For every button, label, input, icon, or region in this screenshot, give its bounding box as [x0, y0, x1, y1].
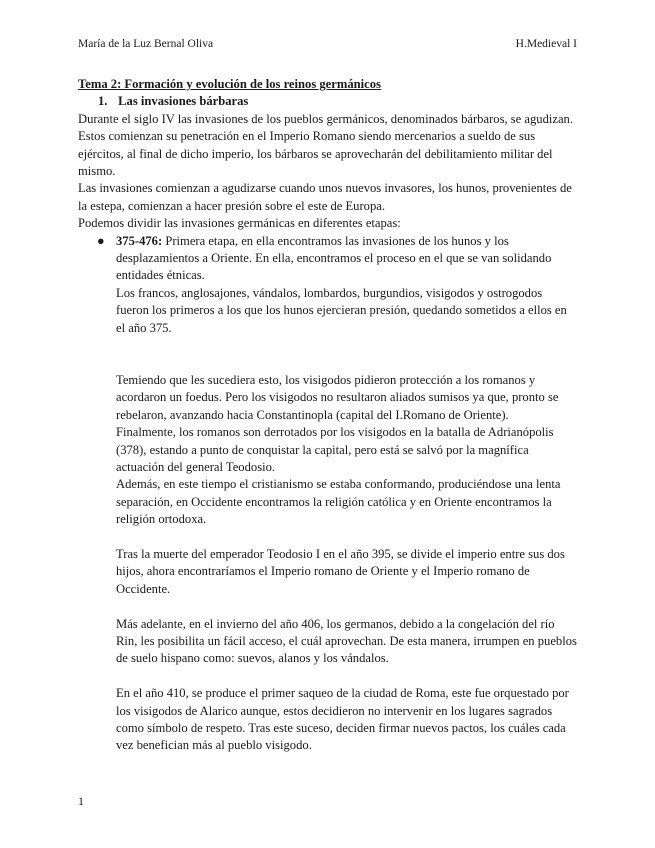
section-number: 1.	[98, 94, 108, 109]
page-number: 1	[78, 794, 84, 808]
intro-paragraph: Podemos dividir las invasiones germánicas en diferentes etapas:	[78, 216, 401, 231]
document-body	[78, 76, 578, 755]
author-name: María de la Luz Bernal Oliva	[78, 38, 214, 50]
bullet-text: Primera etapa, en ella encontramos las invasiones de los hunos y los desplazamientos a Oriente. En ella, encontramos el proceso en el que se van solidando entidades étnicas.	[116, 233, 552, 283]
bullet-lead	[116, 233, 578, 285]
section-heading-text: Las invasiones bárbaras	[118, 94, 249, 109]
body-paragraph: Los francos, anglosajones, vándalos, lombardos, burgundios, visigodos y ostrogodos fueron los primeros a los que los hunos ejercieran presión, quedando sometidos a ellos en el año 375.	[116, 285, 567, 335]
body-paragraph: Además, en este tiempo el cristianismo se estaba conformando, produciéndose una lenta separación, en Occidente encontramos la religión católica y en Oriente encontramos la religión ortodoxa.	[116, 477, 561, 527]
body-paragraph: Más adelante, en el invierno del año 406, los germanos, debido a la congelación del río Rin, les posibilita un fácil acceso, el cuál aprovechan. De esta manera, irrumpen en pueblos de suelo hispano como: suevos, alanos y los vándalos.	[116, 616, 577, 666]
blank-line	[116, 337, 578, 354]
blank-line	[116, 598, 578, 615]
body-paragraph: En el año 410, se produce el primer saqueo de la ciudad de Roma, este fue orquestado por los visigodos de Alarico aunque, estos decidieron no intervenir en los lugares sagrados como símbolo de respeto. Tras este suceso, deciden firmar nuevos pactos, los cuáles cada vez benefician más al pueblo visigodo.	[116, 686, 569, 753]
blank-line	[116, 529, 578, 546]
bullet-dot-icon: ●	[97, 233, 105, 248]
document-title: Tema 2: Formación y evolución de los reinos germánicos	[78, 77, 381, 91]
body-paragraph: Finalmente, los romanos son derrotados por los visigodos en la batalla de Adrianópolis (378), estando a punto de conquistar la capital, pero está se salvó por la magnífica actuación del general Teodosio.	[116, 425, 554, 474]
section-heading	[98, 93, 578, 110]
blank-line	[116, 354, 578, 371]
bullet-label: 375-476:	[116, 233, 163, 248]
intro-paragraph: Las invasiones comienzan a agudizarse cuando unos nuevos invasores, los hunos, provenientes de la estepa, comienzan a hacer presión sobre el este de Europa.	[78, 181, 572, 213]
intro-paragraph: Durante el siglo IV las invasiones de los pueblos germánicos, denominados bárbaros, se agudizan. Estos comienzan su penetración en el Imperio Romano siendo mercenarios a sueldo de sus ejércitos, al final de dicho imperio, los bárbaros se aprovecharán del debilitamiento militar del mismo.	[78, 111, 574, 179]
body-paragraph: Temiendo que les sucediera esto, los visigodos pidieron protección a los romanos y acordaron un foedus. Pero los visigodos no resultaron aliados sumisos ya que, pronto se rebelaron, avanzando hacia Constantinopla (capital del I.Romano de Oriente).	[116, 372, 559, 422]
bullet-item-375-476	[78, 233, 578, 755]
blank-line	[116, 668, 578, 685]
course-name: H.Medieval I	[515, 38, 577, 50]
body-paragraph: Tras la muerte del emperador Teodosio I en el año 395, se divide el imperio entre sus dos hijos, ahora encontraríamos el Imperio romano de Oriente y el Imperio romano de Occidente.	[116, 546, 565, 596]
